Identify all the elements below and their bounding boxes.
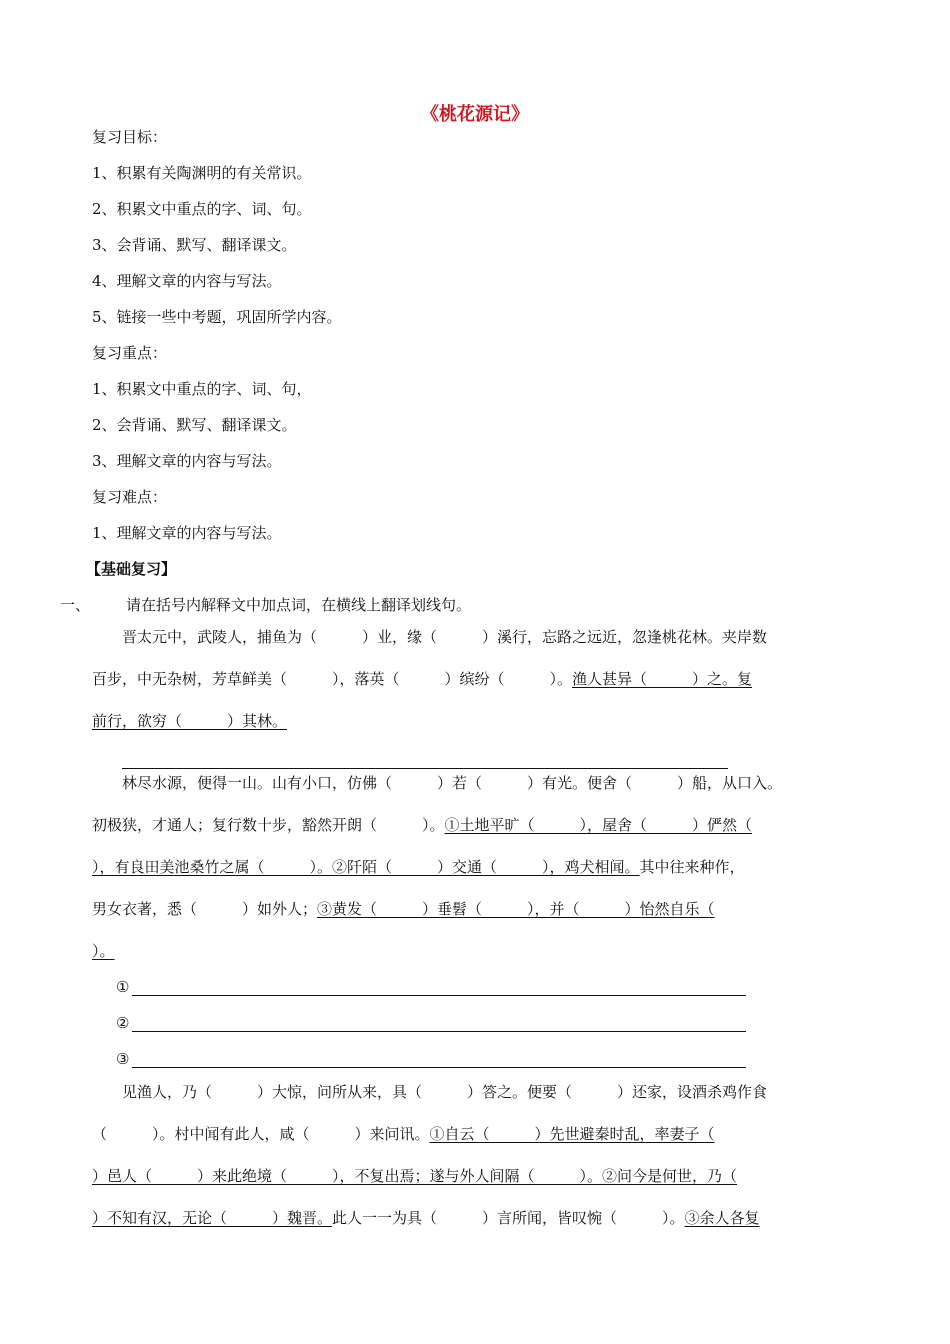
goal-item-3: 3、会背诵、默写、翻译课文。 [92,236,297,254]
goal-item-1: 1、积累有关陶渊明的有关常识。 [92,164,312,182]
passage-line [92,814,860,836]
answer-number: ① [116,978,130,996]
focus-item-1: 1、积累文中重点的字、词、句， [92,380,312,398]
passage-line: 林尽水源，便得一山。山有小口，仿佛（ ）若（ ）有光。便舍（ ）船，从口入。 [122,774,783,792]
goal-item-5: 5、链接一些中考题，巩固所学内容。 [92,308,342,326]
passage-text: 其中往来种作， [639,858,745,876]
answer-row-3[interactable] [116,1048,746,1070]
translate-sentence: 前行，欲穷（ ）其林。 [92,712,288,730]
translate-sentence-3: ③黄发（ ）垂髫（ ），并（ ）怡然自乐（ [317,900,715,918]
answer-number: ③ [116,1050,130,1068]
answer-line [122,768,728,769]
focus-item-3: 3、理解文章的内容与写法。 [92,452,282,470]
translate-sentence-1: ①土地平旷（ ），屋舍（ ）俨然（ [444,816,753,834]
translate-sentence-1: ）邑人（ ）来此绝境（ ），不复出焉；遂与外人间隔（ ）。 [92,1167,603,1185]
answer-row-1[interactable] [116,976,746,998]
passage-text: 初极狭，才通人；复行数十步，豁然开朗（ ）。 [92,816,445,834]
section-title: 【基础复习】 [86,560,177,578]
difficulty-heading: 复习难点： [92,488,168,506]
answer-line [132,1031,746,1032]
passage-text: 百步，中无杂树，芳草鲜美（ ），落英（ ）缤纷（ ）。 [92,670,573,688]
answer-line [132,995,746,996]
translate-sentence: 渔人甚异（ ）之。复 [572,670,753,688]
goal-item-2: 2、积累文中重点的字、词、句。 [92,200,312,218]
translate-sentence-1: ①自云（ ）先世避秦时乱，率妻子（ [429,1125,715,1143]
goals-heading: 复习目标： [92,128,168,146]
translate-sentence-3: ③余人各复 [684,1209,760,1227]
passage-line [92,710,860,732]
answer-number: ② [116,1014,130,1032]
passage-line [92,1165,860,1187]
focus-item-2: 2、会背诵、默写、翻译课文。 [92,416,297,434]
translate-sentence-2: ②阡陌（ ）交通（ ），鸡犬相闻。 [332,858,640,876]
passage-text: 此人一一为具（ ）言所闻，皆叹惋（ ）。 [332,1209,685,1227]
answer-row-2[interactable] [116,1012,746,1034]
question-number: 一、 [60,596,91,614]
difficulty-item-1: 1、理解文章的内容与写法。 [92,524,282,542]
question-instruction: 请在括号内解释文中加点词，在横线上翻译划线句。 [126,596,472,614]
passage-line [92,940,860,962]
goal-item-4: 4、理解文章的内容与写法。 [92,272,282,290]
passage-text: （ ）。村中闻有此人，咸（ ）来问讯。 [92,1125,430,1143]
passage-line [92,668,860,690]
passage-line [92,1123,860,1145]
page-title: 《桃花源记》 [421,104,529,125]
passage-line: 晋太元中，武陵人，捕鱼为（ ）业，缘（ ）溪行，忘路之远近，忽逢桃花林。夹岸数 [122,628,768,646]
translate-sentence-1: ），有良田美池桑竹之属（ ）。 [92,858,333,876]
translate-sentence-3: ）。 [92,942,115,960]
translate-sentence-2: ②问今是何世，乃（ [602,1167,738,1185]
focus-heading: 复习重点： [92,344,168,362]
answer-line [132,1067,746,1068]
passage-text: 男女衣著，悉（ ）如外人； [92,900,318,918]
passage-line [92,898,860,920]
passage-line [92,1207,860,1229]
passage-line [92,856,860,878]
passage-line: 见渔人，乃（ ）大惊，问所从来，具（ ）答之。便要（ ）还家，设酒杀鸡作食 [122,1083,768,1101]
translate-sentence-2: ）不知有汉，无论（ ）魏晋。 [92,1209,333,1227]
